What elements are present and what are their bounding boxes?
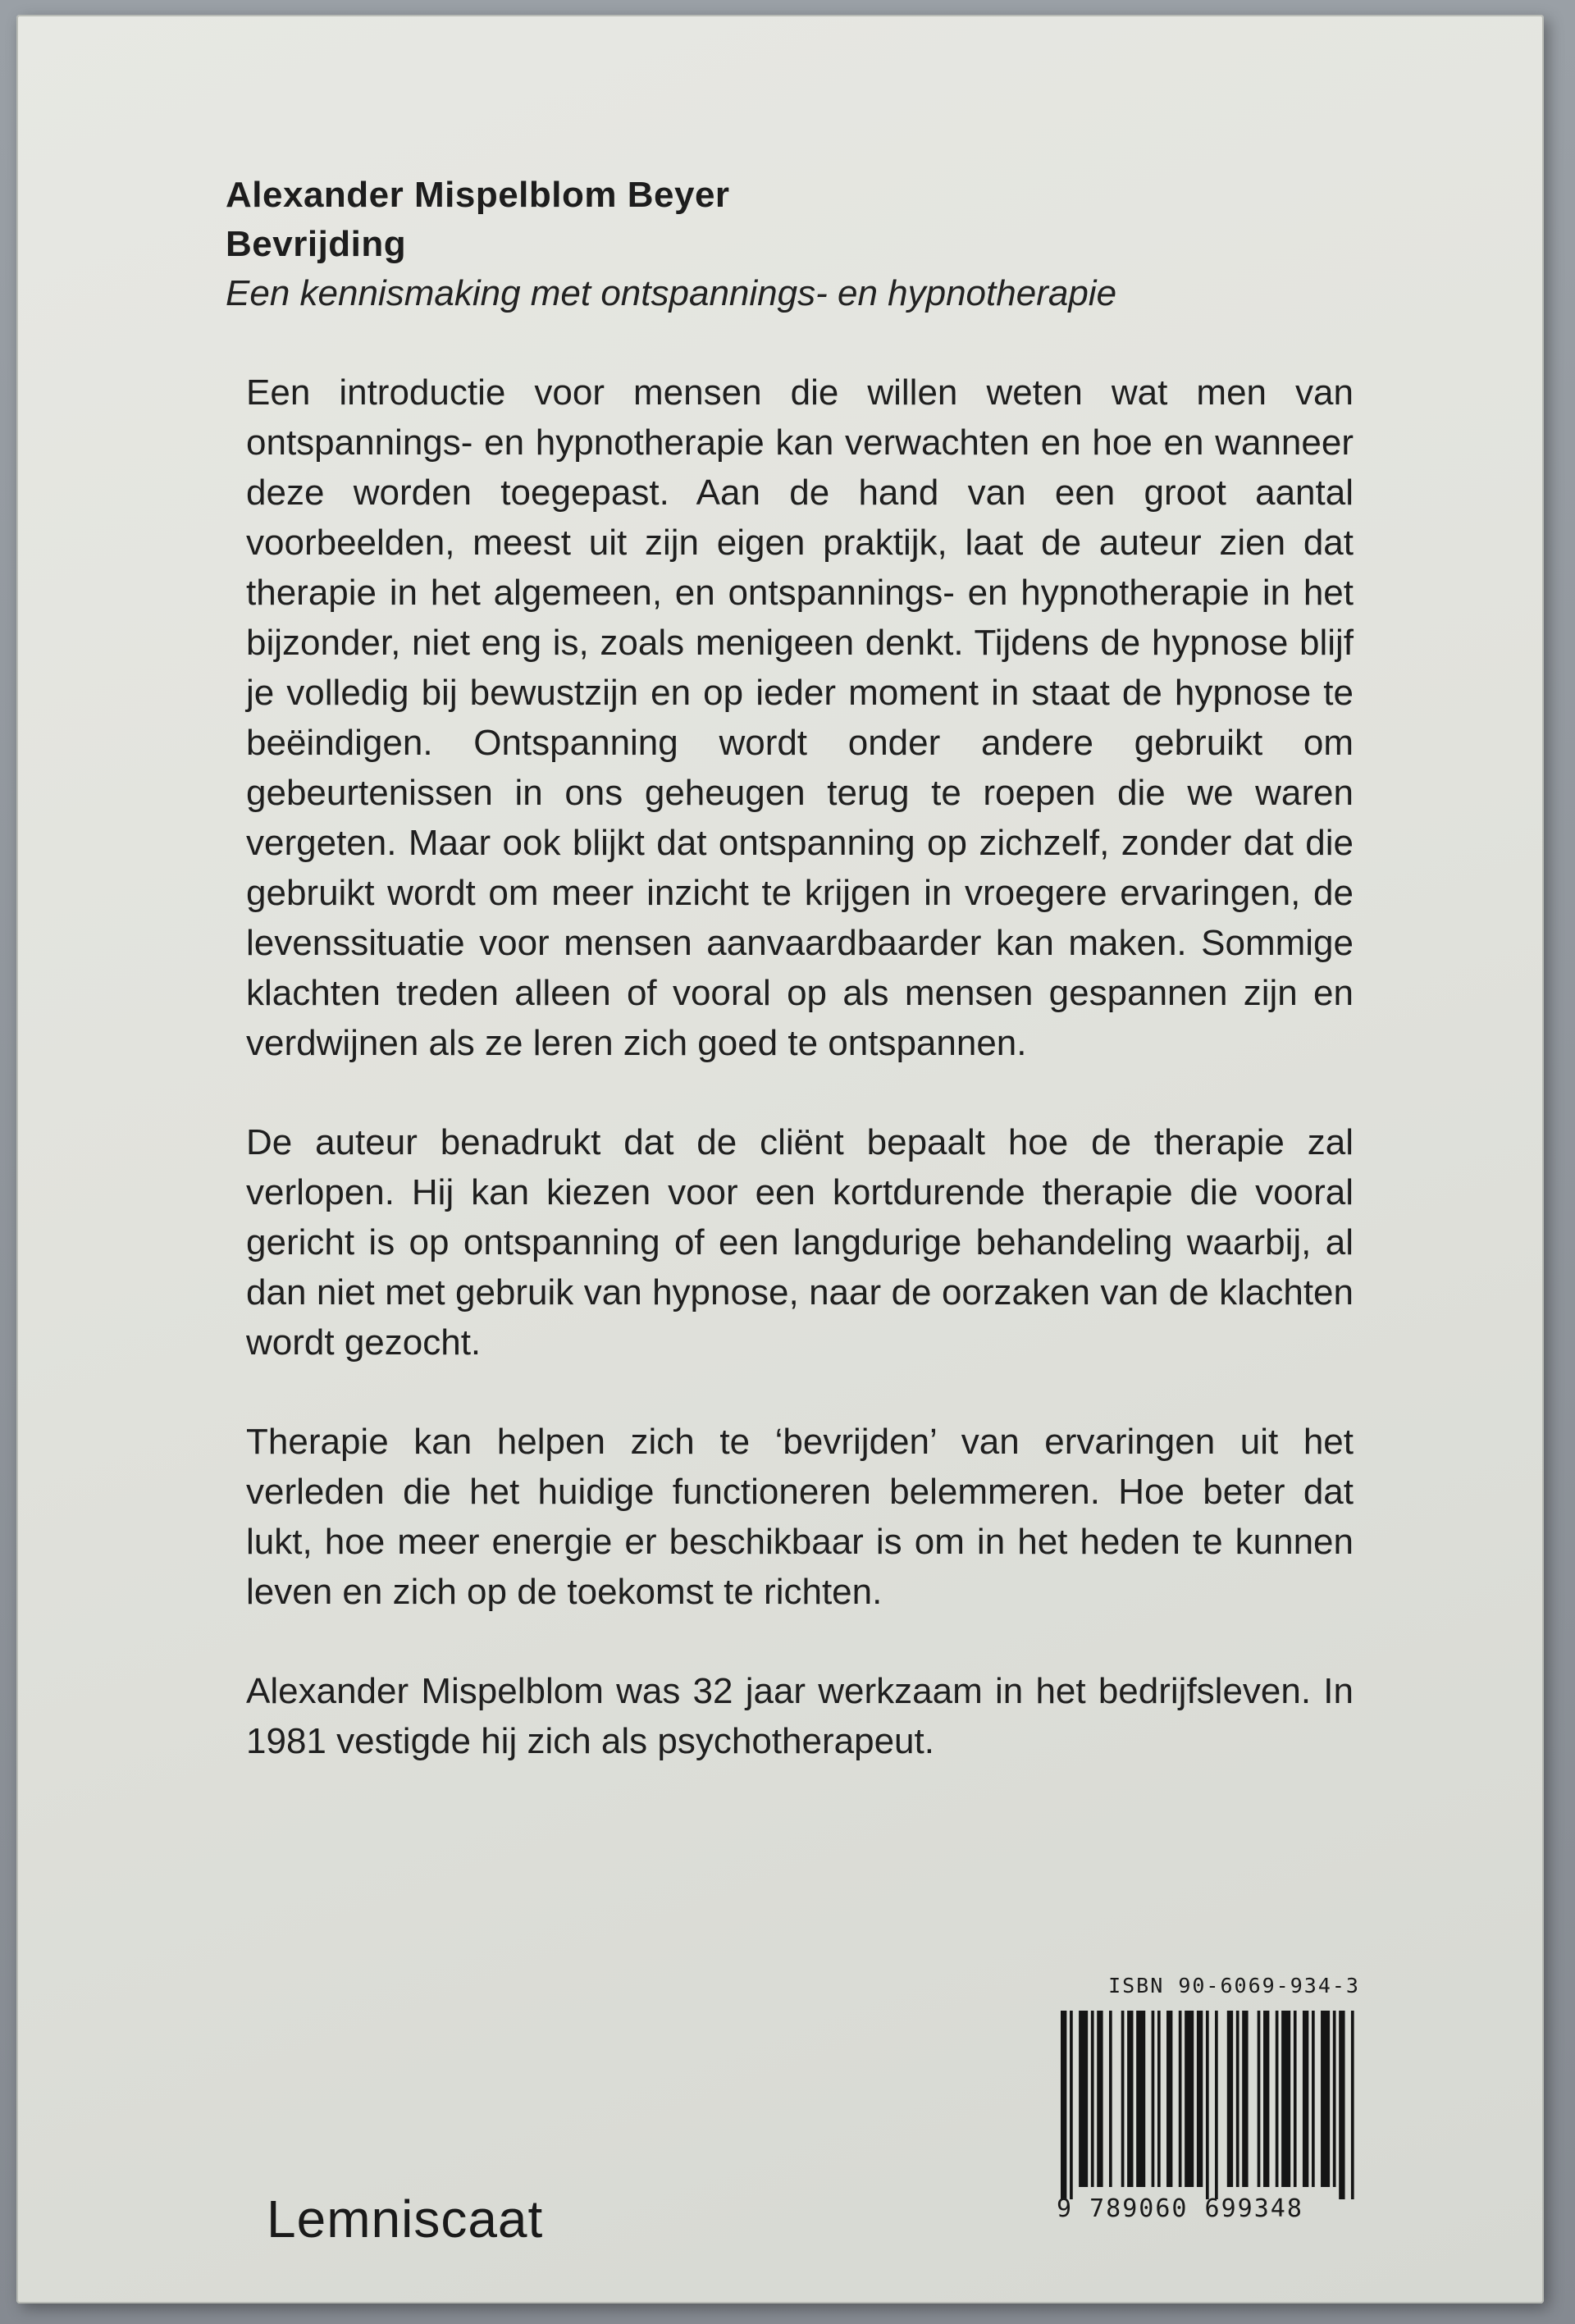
barcode-bar (1109, 2011, 1112, 2187)
blurb-text (246, 368, 1354, 1815)
barcode-bar (1166, 2011, 1172, 2187)
barcode-icon (1061, 2011, 1360, 2199)
author-name: Alexander Mispelblom Beyer (226, 175, 730, 215)
blurb-paragraph-3: Therapie kan helpen zich te ‘bevrijden’ van ervaringen uit het verleden die het huidige functioneren belemmeren. Hoe beter dat lukt, hoe meer energie er beschikbaar is om in het heden te kunnen leven en zich op de toekomst te richten. (246, 1422, 1354, 1612)
barcode-bar (1061, 2011, 1066, 2199)
barcode-bar (1121, 2011, 1125, 2187)
barcode-bar (1312, 2011, 1315, 2187)
barcode-bar (1303, 2011, 1308, 2187)
barcode-bar (1242, 2011, 1248, 2187)
publisher-name: Lemniscaat (267, 2189, 544, 2249)
barcode-bar (1227, 2011, 1233, 2187)
barcode-bar (1185, 2011, 1194, 2187)
barcode-bar (1276, 2011, 1279, 2187)
barcode-bar (1258, 2011, 1261, 2187)
cover-header (226, 171, 1374, 318)
barcode-bar (1339, 2011, 1344, 2199)
book-subtitle: Een kennismaking met ontspannings- en hypnotherapie (226, 273, 1117, 313)
barcode-bar (1152, 2011, 1155, 2187)
barcode-bar (1136, 2011, 1145, 2187)
barcode-bar (1215, 2011, 1218, 2199)
barcode-bar (1097, 2011, 1102, 2187)
barcode-bar (1127, 2011, 1133, 2187)
book-back-cover (16, 15, 1544, 2303)
barcode-bar (1281, 2011, 1290, 2187)
barcode-bar (1294, 2011, 1297, 2187)
barcode-bar (1157, 2011, 1161, 2187)
isbn-block (1057, 1974, 1360, 2223)
barcode-bar (1070, 2011, 1073, 2199)
barcode-bar (1197, 2011, 1203, 2187)
barcode-bar (1091, 2011, 1094, 2187)
blurb-paragraph-2: De auteur benadrukt dat de cliënt bepaalt hoe de therapie zal verlopen. Hij kan kiezen voor een kortdurende therapie die vooral gericht is op ontspanning of een langdurige behandeling waarbij, al dan niet met gebruik van hypnose, naar de oorzaken van de klachten wordt gezocht. (246, 1122, 1354, 1363)
isbn-label: ISBN 90-6069-934-3 (1108, 1974, 1360, 1998)
barcode-bar (1206, 2011, 1209, 2199)
barcode-bar (1263, 2011, 1269, 2187)
barcode-bar (1351, 2011, 1354, 2199)
book-title: Bevrijding (226, 224, 407, 264)
blurb-paragraph-1: Een introductie voor mensen die willen weten wat men van ontspannings- en hypnotherapie kan verwachten en hoe en wanneer deze worden toegepast. Aan de hand van een groot aantal voorbeelden, meest uit zijn eigen praktijk, laat de auteur zien dat therapie in het algemeen, en ontspannings- en hypnotherapie in het bijzonder, niet eng is, zoals menigeen denkt. Tijdens de hypnose blijf je volledig bij bewustzijn en op ieder moment in staat de hypnose te beëindigen. Ontspanning wordt onder andere gebruikt om gebeurtenissen in ons geheugen terug te roepen die we waren vergeten. Maar ook blijkt dat ontspanning op zichzelf, zonder dat die gebruikt wordt om meer inzicht te krijgen in vroegere ervaringen, de levenssituatie voor mensen aanvaardbaarder kan maken. Sommige klachten treden alleen of vooral op als mensen gespannen zijn en verdwijnen als ze leren zich goed te ontspannen. (246, 372, 1354, 1063)
barcode-digits: 9 789060 699348 (1057, 2194, 1303, 2223)
barcode-bar (1179, 2011, 1182, 2187)
barcode-bar (1236, 2011, 1239, 2187)
barcode-bar (1079, 2011, 1088, 2187)
author-bio: Alexander Mispelblom was 32 jaar werkzaam in het bedrijfsleven. In 1981 vestigde hij zich als psychotherapeut. (246, 1671, 1354, 1761)
barcode-bar (1321, 2011, 1330, 2187)
barcode-bar (1333, 2011, 1336, 2187)
